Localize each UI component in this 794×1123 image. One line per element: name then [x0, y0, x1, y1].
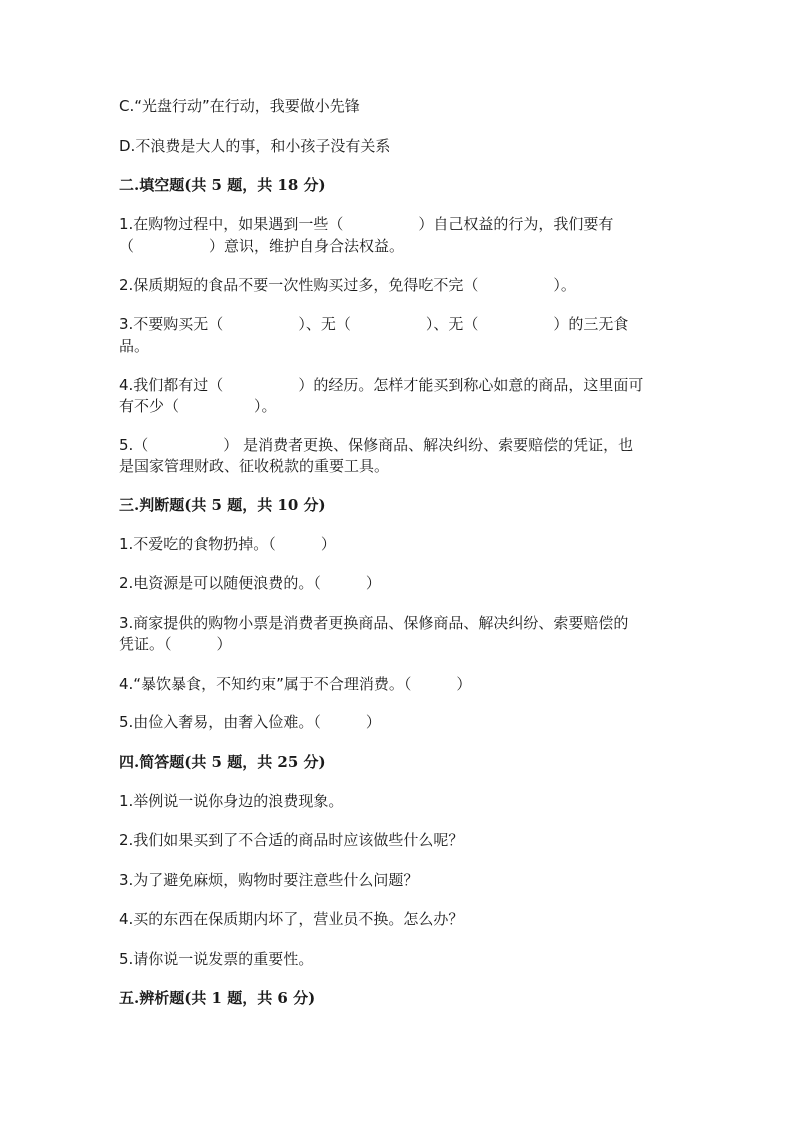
fill-q3-line2: 品。 [119, 337, 150, 355]
fill-q5-line2: 是国家管理财政、征收税款的重要工具。 [119, 457, 390, 475]
judge-q3-line2: 凭证。（ ） [119, 635, 232, 653]
option-d: D.不浪费是大人的事，和小孩子没有关系 [119, 137, 391, 155]
section-5-title: 五.辨析题(共 1 题，共 6 分) [119, 989, 316, 1007]
fill-q2: 2.保质期短的食品不要一次性购买过多，免得吃不完（ ）。 [119, 276, 576, 294]
fill-q1-line1: 1.在购物过程中，如果遇到一些（ ）自己权益的行为，我们要有 [119, 215, 614, 233]
section-3-title: 三.判断题(共 5 题，共 10 分) [119, 496, 326, 514]
fill-q4-line1: 4.我们都有过（ ）的经历。怎样才能买到称心如意的商品，这里面可 [119, 376, 644, 394]
short-answer-q5: 5.请你说一说发票的重要性。 [119, 950, 314, 968]
judge-q5: 5.由俭入奢易，由奢入俭难。（ ） [119, 713, 381, 731]
judge-q4: 4.“暴饮暴食，不知约束”属于不合理消费。（ ） [119, 675, 472, 693]
short-answer-q4: 4.买的东西在保质期内坏了，营业员不换。怎么办？ [119, 910, 464, 928]
short-answer-q3: 3.为了避免麻烦，购物时要注意些什么问题？ [119, 871, 419, 889]
fill-q3-line1: 3.不要购买无（ ）、无（ ）、无（ ）的三无食 [119, 315, 629, 333]
short-answer-q1: 1.举例说一说你身边的浪费现象。 [119, 792, 344, 810]
section-2-title: 二.填空题(共 5 题，共 18 分) [119, 176, 326, 194]
fill-q1-line2: （ ）意识，维护自身合法权益。 [119, 237, 405, 255]
judge-q2: 2.电资源是可以随便浪费的。（ ） [119, 574, 381, 592]
section-4-title: 四.简答题(共 5 题，共 25 分) [119, 753, 326, 771]
fill-q5-line1: 5.（ ） 是消费者更换、保修商品、解决纠纷、索要赔偿的凭证，也 [119, 436, 634, 454]
short-answer-q2: 2.我们如果买到了不合适的商品时应该做些什么呢？ [119, 831, 464, 849]
judge-q1: 1.不爱吃的食物扔掉。（ ） [119, 535, 336, 553]
fill-q4-line2: 有不少（ ）。 [119, 397, 277, 415]
judge-q3-line1: 3.商家提供的购物小票是消费者更换商品、保修商品、解决纠纷、索要赔偿的 [119, 614, 629, 632]
option-c: C.“光盘行动”在行动，我要做小先锋 [119, 97, 360, 115]
